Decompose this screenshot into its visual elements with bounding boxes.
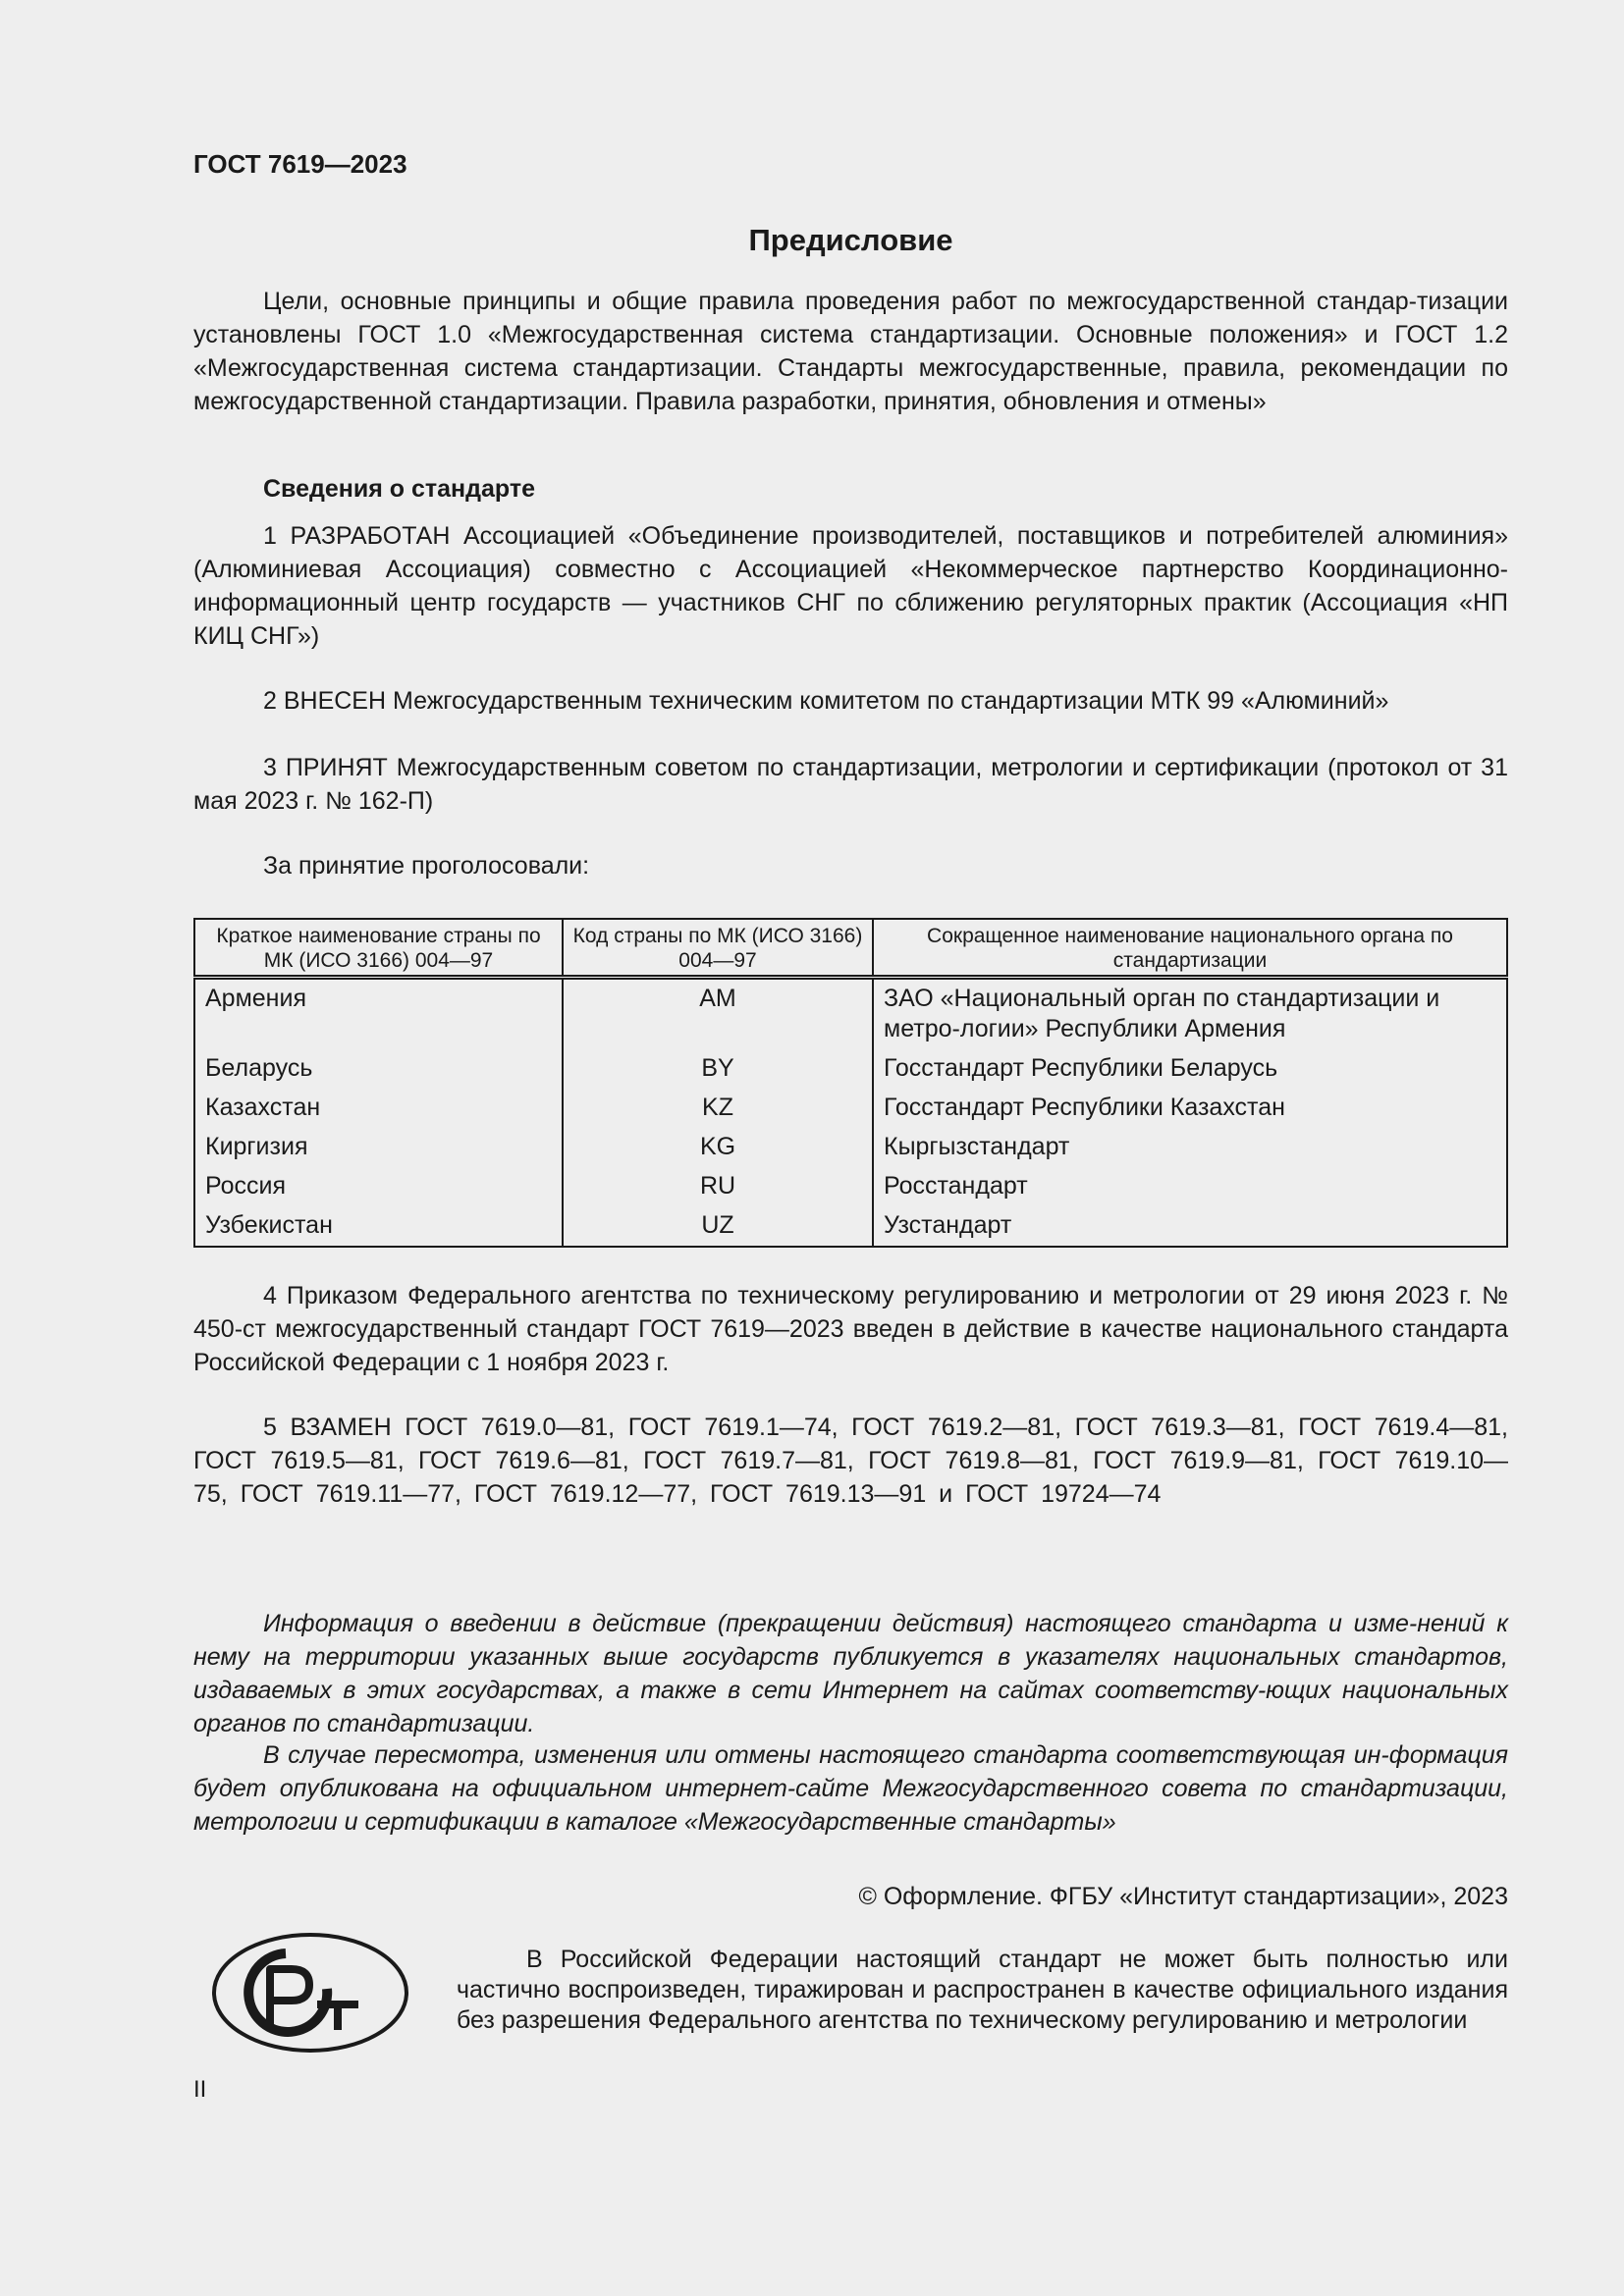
rights-notice: В Российской Федерации настоящий стандарт не может быть полностью или частично воспроизведен, тиражирован и распространен в качестве официального издания без разрешения Федерального агентства по техническому регулированию и метрологии	[457, 1946, 1508, 2034]
intro-paragraph: Цели, основные принципы и общие правила проведения работ по межгосударственной стандар-тизации установлены ГОСТ 1.0 «Межгосударственная система стандартизации. Основные положения» и ГОСТ 1.2 «Межгосударственная система стандартизации. Стандарты межгосударственные, правила, рекомендации по межгосударственной стандартизации. Правила разработки, принятия, обновления и отмены»	[193, 288, 1508, 415]
table-row	[194, 1089, 1507, 1128]
item-2-submitted: 2 ВНЕСЕН Межгосударственным техническим комитетом по стандартизации МТК 99 «Алюминий»	[263, 687, 1389, 715]
item-3-adopted: 3 ПРИНЯТ Межгосударственным советом по стандартизации, метрологии и сертификации (протокол от 31 мая 2023 г. № 162-П)	[193, 754, 1508, 815]
country-code: KG	[563, 1128, 873, 1167]
standards-body: Узстандарт	[873, 1206, 1507, 1247]
document-header: ГОСТ 7619—2023	[193, 149, 407, 179]
table-row	[194, 1167, 1507, 1206]
header-standards-body: Сокращенное наименование национального органа по стандартизации	[873, 919, 1507, 978]
table-row	[194, 1206, 1507, 1247]
info-heading: Сведения о стандарте	[263, 475, 536, 503]
table-header-row	[194, 919, 1507, 978]
item-1-developed: 1 РАЗРАБОТАН Ассоциацией «Объединение производителей, поставщиков и потребителей алюминия» (Алюминиевая Ассоциация) совместно с Ассоциацией «Некоммерческое партнерство Координационно-информационный центр государств — участников СНГ по сближению регуляторных практик (Ассоциация «НП КИЦ СНГ»)	[193, 522, 1508, 650]
country-name: Россия	[194, 1167, 563, 1206]
standards-body: Кыргызстандарт	[873, 1128, 1507, 1167]
pct-certification-mark-icon	[211, 1932, 409, 2058]
table-row	[194, 1128, 1507, 1167]
country-name: Беларусь	[194, 1049, 563, 1089]
country-code: UZ	[563, 1206, 873, 1247]
standards-body: Госстандарт Республики Беларусь	[873, 1049, 1507, 1089]
copyright-line: © Оформление. ФГБУ «Институт стандартизации», 2023	[858, 1883, 1508, 1910]
country-name: Киргизия	[194, 1128, 563, 1167]
item-5-replaces: 5 ВЗАМЕН ГОСТ 7619.0—81, ГОСТ 7619.1—74, ГОСТ 7619.2—81, ГОСТ 7619.3—81, ГОСТ 7619.4—81, ГОСТ 7619.5—81, ГОСТ 7619.6—81, ГОСТ 7619.7—81, ГОСТ 7619.8—81, ГОСТ 7619.9—81, ГОСТ 7619.10—75, ГОСТ 7619.11—77, ГОСТ 7619.12—77, ГОСТ 7619.13—91 и ГОСТ 19724—74	[193, 1414, 1508, 1508]
standards-body: Росстандарт	[873, 1167, 1507, 1206]
table-row	[194, 1049, 1507, 1089]
notice-introduction: Информация о введении в действие (прекращении действия) настоящего стандарта и изме-нений к нему на территории указанных выше государств публикуется в указателях национальных стандартов, издаваемых в этих государствах, а также в сети Интернет на сайтах соответству-ющих национальных органов по стандартизации.	[193, 1610, 1508, 1737]
country-code: KZ	[563, 1089, 873, 1128]
header-country-name: Краткое наименование страны по МК (ИСО 3166) 004—97	[194, 919, 563, 978]
table-row	[194, 978, 1507, 1050]
voted-label: За принятие проголосовали:	[263, 852, 590, 880]
item-4-order: 4 Приказом Федерального агентства по техническому регулированию и метрологии от 29 июня 2023 г. № 450-ст межгосударственный стандарт ГОСТ 7619—2023 введен в действие в качестве национального стандарта Российской Федерации с 1 ноября 2023 г.	[193, 1282, 1508, 1376]
page-title: Предисловие	[748, 223, 953, 257]
standards-body: Госстандарт Республики Казахстан	[873, 1089, 1507, 1128]
standards-body: ЗАО «Национальный орган по стандартизации и метро-логии» Республики Армения	[873, 978, 1507, 1050]
country-name: Узбекистан	[194, 1206, 563, 1247]
country-name: Армения	[194, 978, 563, 1050]
country-name: Казахстан	[194, 1089, 563, 1128]
country-code: AM	[563, 978, 873, 1050]
page-number: II	[193, 2076, 207, 2103]
notice-revision: В случае пересмотра, изменения или отмены настоящего стандарта соответствующая ин-формация будет опубликована на официальном интернет-сайте Межгосударственного совета по стандартизации, метрологии и сертификации в каталоге «Межгосударственные стандарты»	[193, 1741, 1508, 1836]
country-code: RU	[563, 1167, 873, 1206]
header-country-code: Код страны по МК (ИСО 3166) 004—97	[563, 919, 873, 978]
voting-table	[193, 918, 1508, 1248]
country-code: BY	[563, 1049, 873, 1089]
